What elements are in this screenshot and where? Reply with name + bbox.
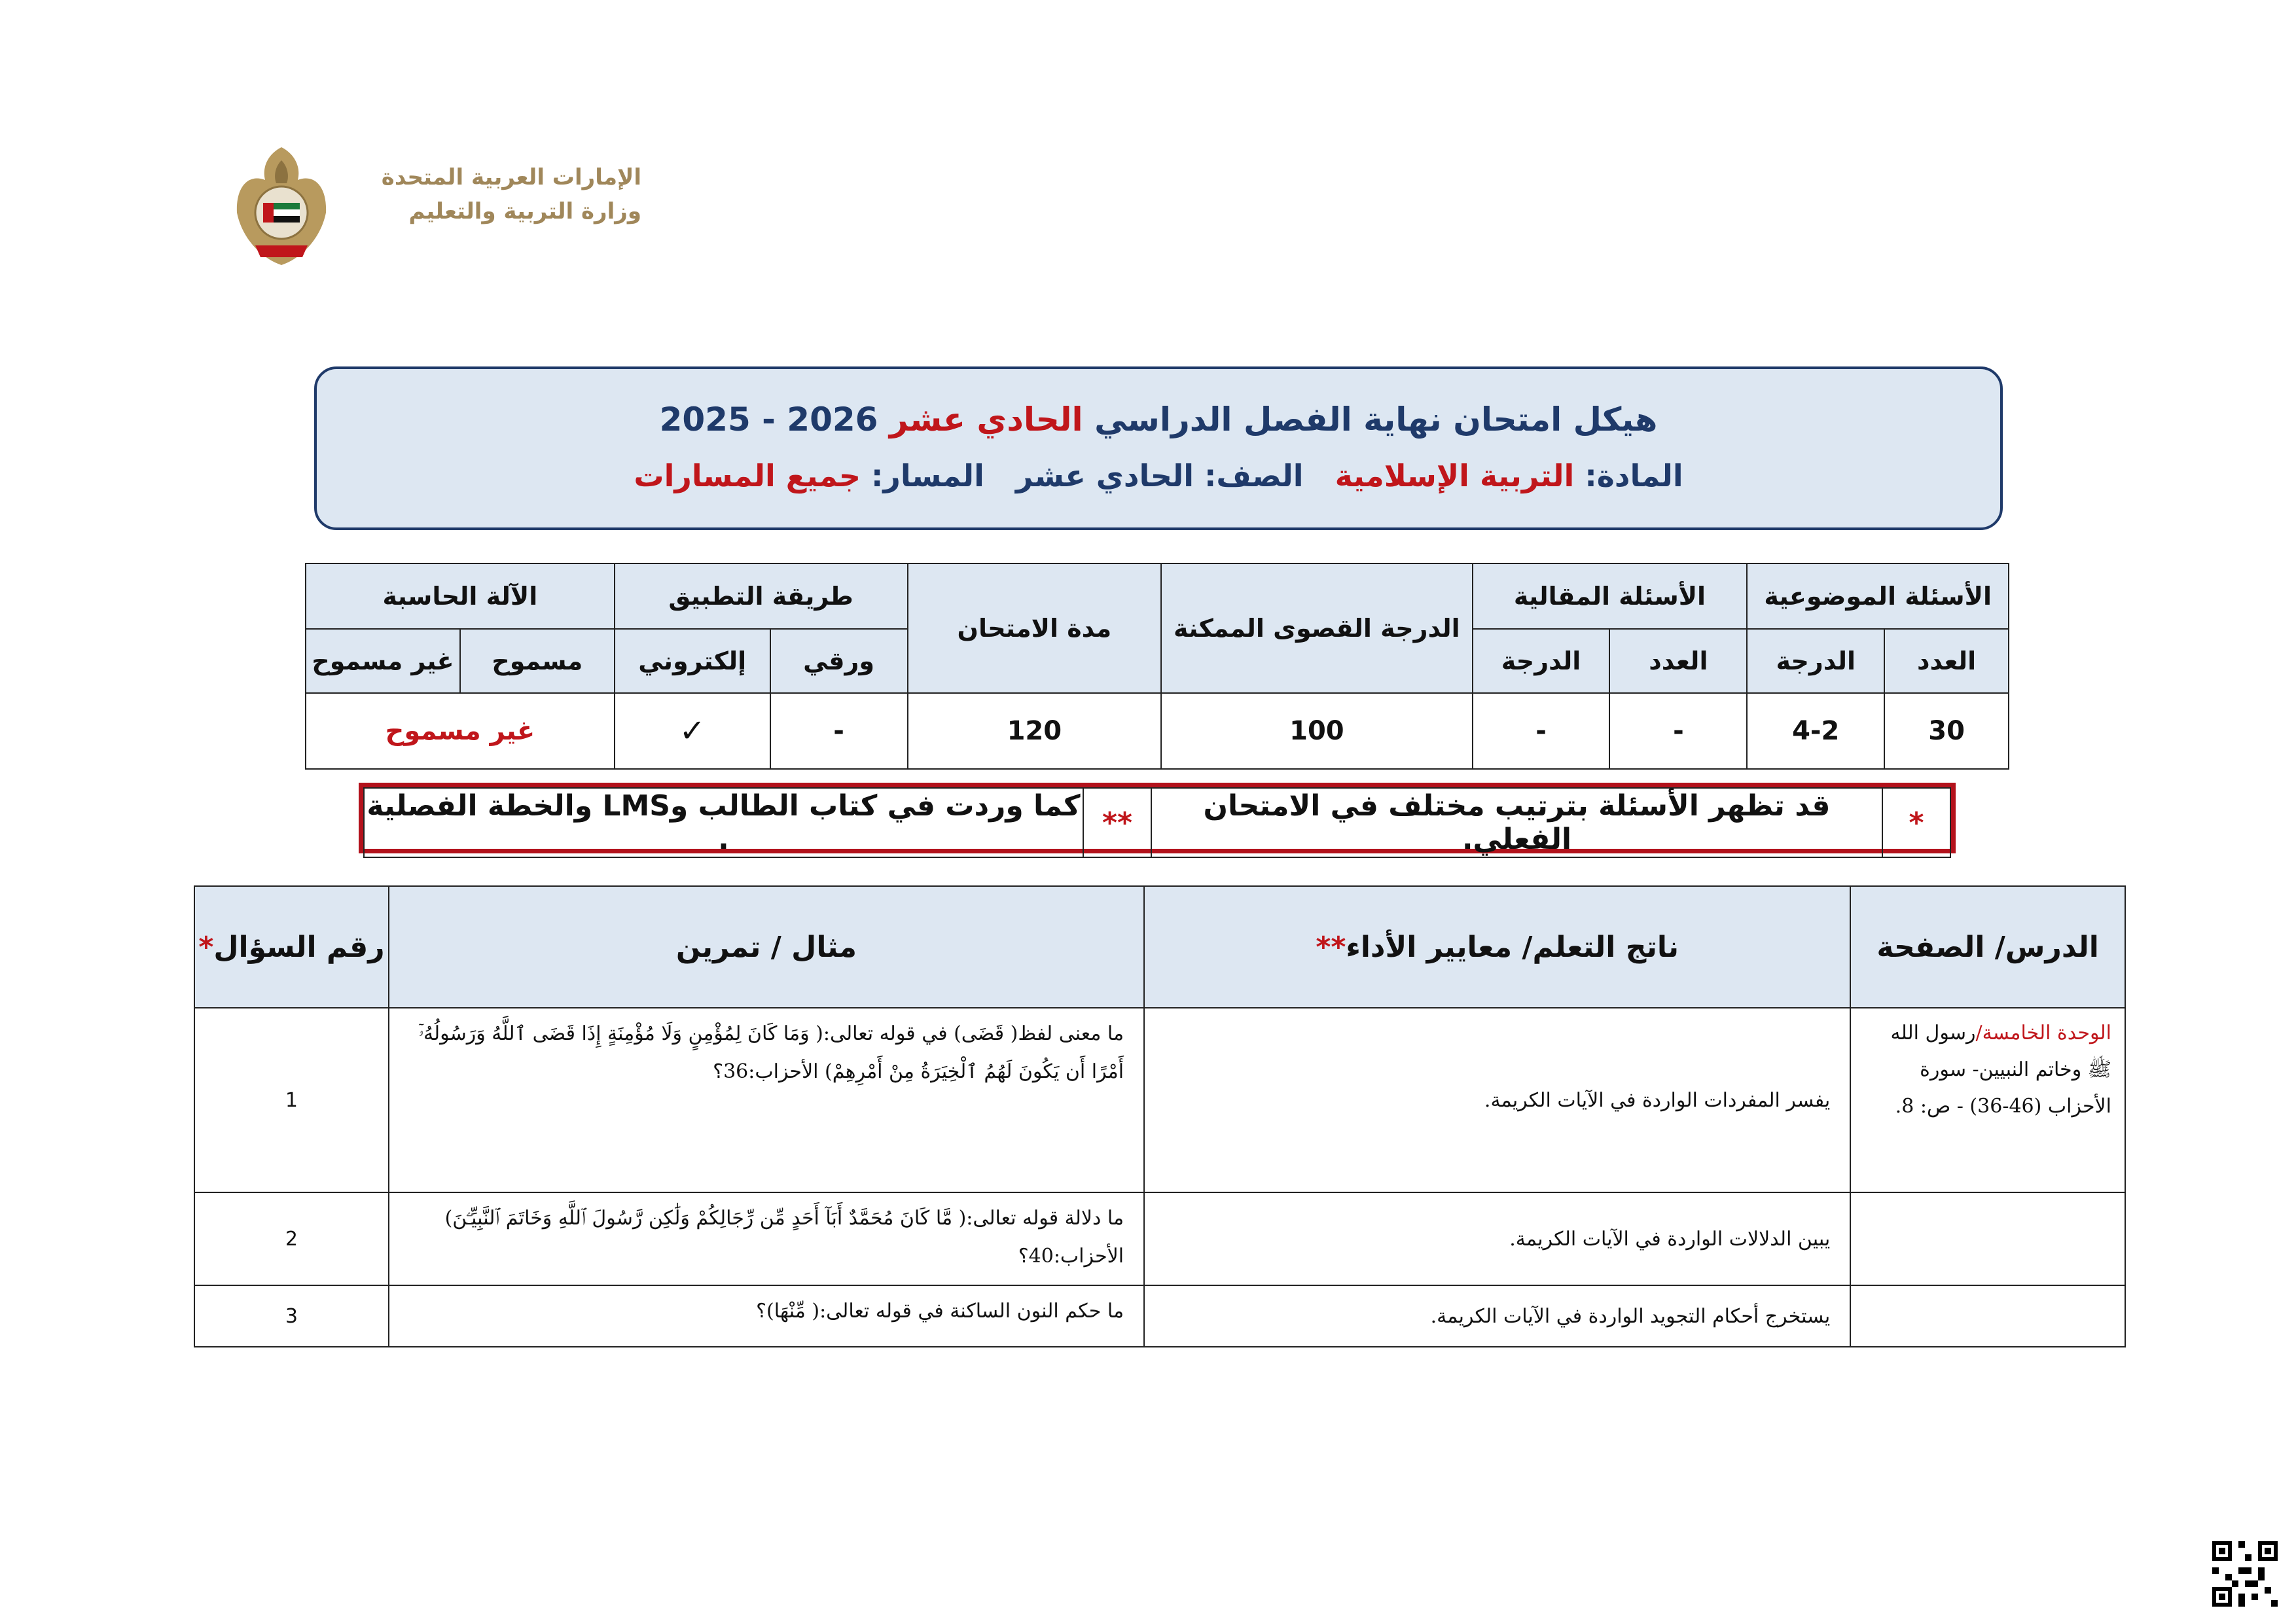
value-calculator: غير مسموح: [306, 693, 615, 769]
lesson-cell-empty: [1850, 1285, 2125, 1347]
value-objective-score: 4-2: [1747, 693, 1884, 769]
outcome-header-mark: **: [1316, 930, 1346, 964]
lesson-cell: [1850, 1008, 2125, 1192]
header-objective-questions: الأسئلة الموضوعية: [1747, 563, 2009, 629]
example-cell: ما معنى لفظ( قَضَى) في قوله تعالى:( وَمَا كَانَ لِمُؤْمِنٍ وَلَا مُؤْمِنَةٍ إِذَا قَضَى ٱللَّهُ وَرَسُولُهُۥٓ أَمْرًا أَن يَكُونَ لَهُمُ ٱلْخِيَرَةُ مِنْ أَمْرِهِمْ) الأحزاب:36؟: [389, 1008, 1144, 1192]
exam-structure-table: [194, 885, 2126, 1347]
exam-subtitle: [317, 454, 2000, 497]
example-cell: ما دلالة قوله تعالى:( مَّا كَانَ مُحَمَّدٌ أَبَآ أَحَدٍ مِّن رِّجَالِكُمْ وَلَٰكِن رَّسُولَ ٱللَّهِ وَخَاتَمَ ٱلنَّبِيِّـۧنَ) الأحزاب:40؟: [389, 1192, 1144, 1285]
logo-line-ministry: وزارة التربية والتعليم: [408, 198, 641, 224]
ministry-logo-text: [340, 160, 641, 228]
header-electronic: إلكتروني: [615, 629, 770, 693]
table-row: [194, 1192, 2125, 1285]
lesson-cell-empty: [1850, 1192, 2125, 1285]
track-label: المسار:: [871, 458, 984, 493]
lesson-text: رسول الله ﷺ وخاتم النبيين- سورة الأحزاب (46-36) - ص: 8.: [1890, 1022, 2111, 1118]
subject-value: التربية الإسلامية: [1335, 458, 1575, 493]
value-max-score: 100: [1161, 693, 1472, 769]
header-paper: ورقي: [770, 629, 908, 693]
note-question-order: قد تظهر الأسئلة بترتيب مختلف في الامتحان الفعلي.: [1151, 788, 1882, 857]
notes-box: [359, 783, 1956, 856]
example-cell: ما حكم النون الساكنة في قوله تعالى:( مِّنْهَا)؟: [389, 1285, 1144, 1347]
header-duration: مدة الامتحان: [908, 563, 1162, 693]
header-objective-score: الدرجة: [1747, 629, 1884, 693]
value-essay-score: -: [1473, 693, 1610, 769]
exam-summary-table: [305, 563, 2009, 770]
header-calculator: الآلة الحاسبة: [306, 563, 615, 629]
header-learning-outcome: [1144, 886, 1850, 1008]
value-electronic-check: ✓: [615, 693, 770, 769]
value-duration: 120: [908, 693, 1162, 769]
question-number-cell: 1: [194, 1008, 389, 1192]
title-grade: الحادي عشر: [889, 401, 1083, 438]
table-row: [194, 1008, 2125, 1192]
question-number-cell: 2: [194, 1192, 389, 1285]
note-sources: كما وردت في كتاب الطالب وLMS والخطة الفصلية .: [364, 788, 1083, 857]
value-essay-count: -: [1609, 693, 1747, 769]
header-essay-questions: الأسئلة المقالية: [1473, 563, 1748, 629]
title-year: 2025 - 2026: [659, 401, 878, 438]
header-lesson-page: الدرس/ الصفحة: [1850, 886, 2125, 1008]
track-value: جميع المسارات: [634, 458, 861, 493]
notes-table: [363, 787, 1951, 858]
outcome-cell: يستخرج أحكام التجويد الواردة في الآيات الكريمة.: [1144, 1285, 1850, 1347]
header-method: طريقة التطبيق: [615, 563, 908, 629]
qr-code: [2212, 1541, 2278, 1607]
question-number-cell: 3: [194, 1285, 389, 1347]
subject-label: المادة:: [1585, 458, 1683, 493]
header-example-exercise: مثال / تمرين: [389, 886, 1144, 1008]
outcome-cell: يبين الدلالات الواردة في الآيات الكريمة.: [1144, 1192, 1850, 1285]
header-objective-count: العدد: [1884, 629, 2009, 693]
value-objective-count: 30: [1884, 693, 2009, 769]
title-text: هيكل امتحان نهاية الفصل الدراسي: [1094, 401, 1658, 438]
logo-line-country: الإمارات العربية المتحدة: [381, 164, 641, 190]
header-allowed: مسموح: [460, 629, 615, 693]
exam-title: [317, 397, 2000, 442]
grade-value: الحادي عشر: [1015, 458, 1194, 493]
grade-label: الصف:: [1204, 458, 1304, 493]
lesson-unit: الوحدة الخامسة/: [1975, 1022, 2111, 1044]
header-not-allowed: غير مسموح: [306, 629, 460, 693]
outcome-cell: يفسر المفردات الواردة في الآيات الكريمة.: [1144, 1008, 1850, 1192]
header-max-score: الدرجة القصوى الممكنة: [1161, 563, 1472, 693]
outcome-header-text: ناتج التعلم/ معايير الأداء: [1346, 930, 1679, 964]
note-double-star-marker: **: [1083, 788, 1151, 857]
qnum-header-mark: *: [198, 930, 214, 964]
table-row: [194, 1285, 2125, 1347]
qnum-header-text: رقم السؤال: [213, 930, 385, 964]
note-star-marker: *: [1882, 788, 1950, 857]
header-essay-score: الدرجة: [1473, 629, 1610, 693]
exam-header-box: [314, 366, 2003, 530]
header-question-number: [194, 886, 389, 1008]
header-essay-count: العدد: [1609, 629, 1747, 693]
value-paper: -: [770, 693, 908, 769]
uae-emblem-logo: [229, 141, 334, 272]
